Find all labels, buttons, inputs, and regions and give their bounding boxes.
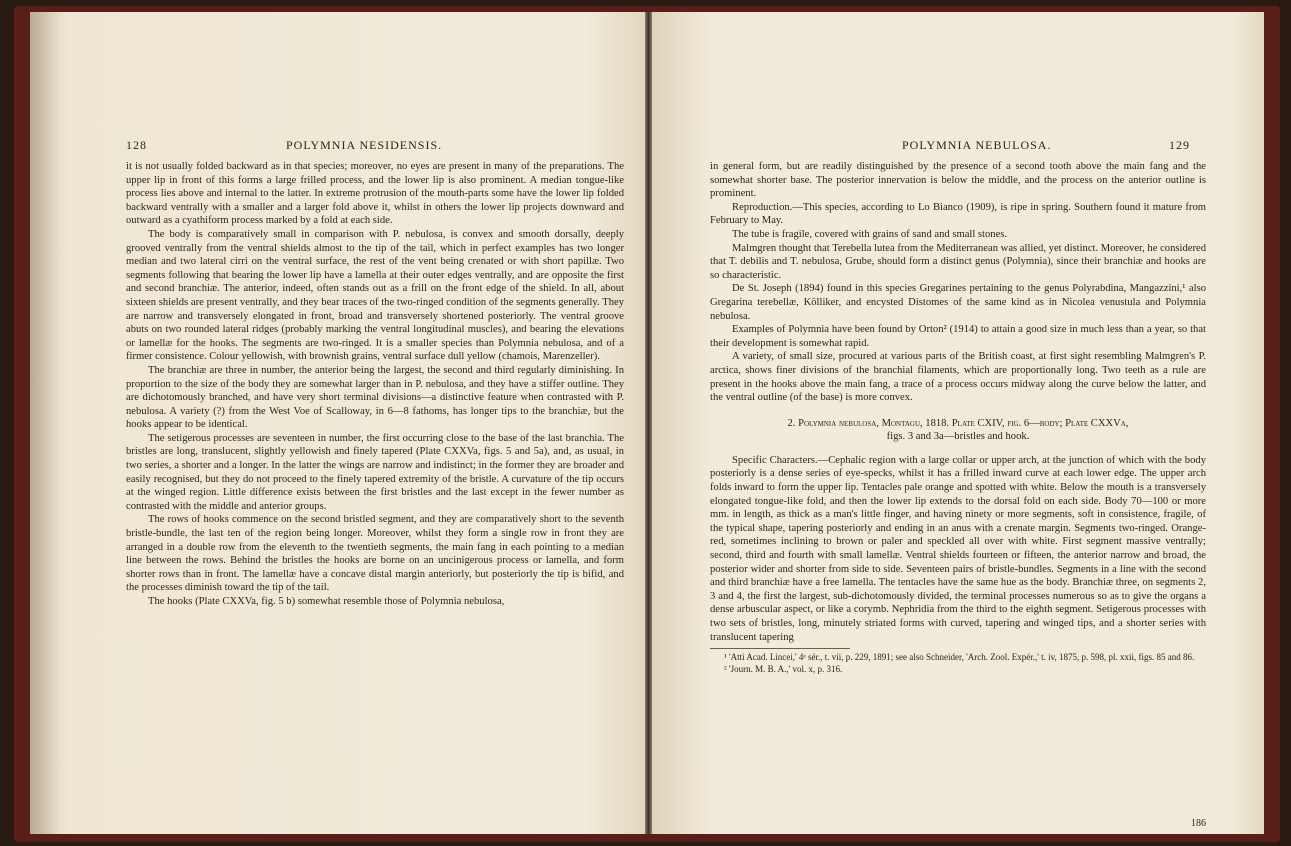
paragraph: The hooks (Plate CXXVa, fig. 5 b) somewhat resemble those of Polymnia nebulosa, (148, 596, 505, 607)
page-number: 128 (126, 138, 147, 152)
right-page-text (710, 160, 1206, 675)
paragraph: The body is comparatively small in comparison with P. nebulosa, is convex and smooth dorsally, deeply grooved ventrally from the ventral shields almost to the tip of the tail, which in perfect examples has two longer median and two lateral cirri on the ventral surface, the rest of the vent being crenated or with short papillæ. Two segments following that bearing the lower lip have a lamella at their outer edges ventrally, and are opposite the first and second branchiæ. The anterior, indeed, often stands out as a frill on the front edge of the shield. In all, about sixteen shields are present ventrally, and they bear traces of the two-ringed condition of the segments generally. They are narrow and transversely elongated in front, broad and transversely shortened posteriorly. The ventral groove abuts on two rounded lateral ridges (probably marking the ventral longitudinal muscles), and bearing the elevations or lamellæ for the hooks. The segments are two-ringed. It is a smaller species than Polymnia nebulosa, and of a firmer consistence. Colour yellowish, with brownish grains, ventral surface dull yellow (chamois, Marenzeller). (126, 228, 624, 363)
footnote: ² 'Journ. M. B. A.,' vol. x, p. 316. (724, 663, 843, 674)
paragraph: Examples of Polymnia have been found by Orton² (1914) to attain a good size in much less than a year, so that their development is somewhat rapid. (710, 324, 1206, 349)
species-heading-line: figs. 3 and 3a—bristles and hook. (886, 431, 1030, 443)
paragraph: De St. Joseph (1894) found in this species Gregarines pertaining to the genus Polyrabdina, Mangazzini,¹ also Gregarina terebellæ, Kölliker, and encysted Distomes of the same kind as in Nicolea venustula and Polymnia nebulosa. (710, 283, 1206, 322)
page-number: 129 (1169, 138, 1190, 152)
left-page (30, 12, 645, 834)
right-page (652, 12, 1264, 834)
paragraph: Malmgren thought that Terebella lutea from the Mediterranean was allied, yet distinct. Moreover, he considered that T. debilis and T. nebulosa, Grube, should form a distinct genus (Polymnia), since their branchiæ and hooks are so characteristic. (710, 242, 1206, 281)
page-edge-shadow (30, 12, 60, 834)
paragraph: Reproduction.—This species, according to Lo Bianco (1909), is ripe in spring. Southern found it mature from February to May. (710, 201, 1206, 227)
paragraph: The branchiæ are three in number, the anterior being the largest, the second and third regularly diminishing. In proportion to the size of the body they are somewhat larger than in P. nebulosa, and they have a stiffer outline. They are dichotomously branched, and have very short terminal divisions—a distinctive feature when contrasted with P. nebulosa. A variety (?) from the West Voe of Scalloway, in 6—8 fathoms, has longer tips to the branchiæ, but the hooks appear to be identical. (126, 364, 624, 431)
paragraph: it is not usually folded backward as in that species; moreover, no eyes are present in many of the preparations. The upper lip in front of this forms a large frilled process, and the lower lip is also prominent. A median tongue-like process lies above and internal to the latter. In extreme protrusion of the mouth-parts some have the lower lip folded backward ventrally with a smaller and a larger fold above it, whilst in others the lower lip projects downward and outward as a cyathiform process marked by a fold at each side. (126, 161, 624, 227)
species-heading-line: 2. Polymnia nebulosa, Montagu, 1818. Plate CXIV, fig. 6—body; Plate CXXVa, (787, 417, 1129, 429)
footnote: ¹ 'Atti Acad. Lincei,' 4ᵉ sér., t. vii, p. 229, 1891; see also Schneider, 'Arch. Zool. Expér.,' t. iv, 1875, p. 598, pl. xxii, figs. 85 and 86. (724, 652, 1195, 663)
species-heading (710, 417, 1206, 444)
left-page-text (126, 160, 624, 609)
paragraph: in general form, but are readily distinguished by the presence of a second tooth above the main fang and the somewhat shorter base. The posterior innervation is below the middle, and the process on the anterior outline is prominent. (710, 161, 1206, 200)
footnote-rule (710, 648, 850, 649)
signature-mark: 186 (1191, 818, 1206, 829)
paragraph: The rows of hooks commence on the second bristled segment, and they are comparatively short to the seventh bristle-bundle, the last ten of the region being longer. Moreover, whilst they form a single row in front they are arranged in a double row from the eleventh to the twentieth segments, the main fang in each pointing to a median line between the rows. Behind the bristles the hooks are borne on an uncinigerous process or lamella, and form shorter rows than in front. The lamellæ have a concave distal margin anteriorly, but posteriorly the tip is bifid, and the processes diminish toward the tip of the tail. (126, 514, 624, 594)
running-title: POLYMNIA NEBULOSA. (902, 138, 1052, 152)
paragraph: Specific Characters.—Cephalic region with a large collar or upper arch, at the junction of which with the body posteriorly is a dense series of eye-specks, whilst it has a frilled inward curve at each lower edge. The upper arch folds inward to form the upper lip. Tentacles pale orange and spotted with white. Below the mouth is a transversely elongated tongue-like fold, and then the lower lip extends to the dorsal fold on each side. Body 70—100 or more mm. in length, as thick as a man's little finger, and having ninety or more segments, soft in consistence, fragile, of the typical shape, tapering posteriorly and ending in an anus with a crenate margin. Segments two-ringed. Orange-red, sometimes inclining to brown or paler and speckled all over with white. First segment massive ventrally; second, third and fourth with small lamellæ. Ventral shields fourteen or fifteen, the anterior narrow and broad, the posterior wider and shorter from side to side. Seventeen pairs of bristle-bundles. Segments in a line with the second and third branchiæ have a free lamella. The tentacles have the same hue as the body. Branchiæ three, on segments 2, 3 and 4, the first the largest, sub-dichotomously divided, the terminal processes numerous so as to give the organs a dense arbuscular aspect, or like a corymb. Nephridia from the third to the eighth segment. Setigerous processes with two sets of bristles, long, minutely striated forms with curved, tapering and winged tips, and a shorter series with translucent tapering (710, 454, 1206, 643)
paragraph: A variety, of small size, procured at various parts of the British coast, at first sight resembling Malmgren's P. arctica, shows finer divisions of the branchial filaments, which are proportionally long. Two teeth as a rule are present in the hooks above the main fang, a trace of a process occurs midway along the curve below the latter, and the ventral outline (of the base) is more convex. (710, 351, 1206, 404)
book-gutter (645, 12, 652, 834)
paragraph: The tube is fragile, covered with grains of sand and small stones. (732, 228, 1008, 240)
paragraph: The setigerous processes are seventeen in number, the first occurring close to the base of the last branchia. The bristles are long, translucent, slightly yellowish and finely tapered (Plate CXXVa, figs. 5 and 5a), and, as usual, in two series, a shorter and a longer. In the latter the wings are narrow and indistinct; in the former they are broader and easily recognised, but they do not proceed to the finely tapered extremity of the bristle. A curvature of the tip occurs at the winged region. Little difference exists between the first bristles and the last except in the fewer number as contrasted with the middle and anterior groups. (126, 432, 624, 512)
running-title: POLYMNIA NESIDENSIS. (286, 138, 443, 152)
